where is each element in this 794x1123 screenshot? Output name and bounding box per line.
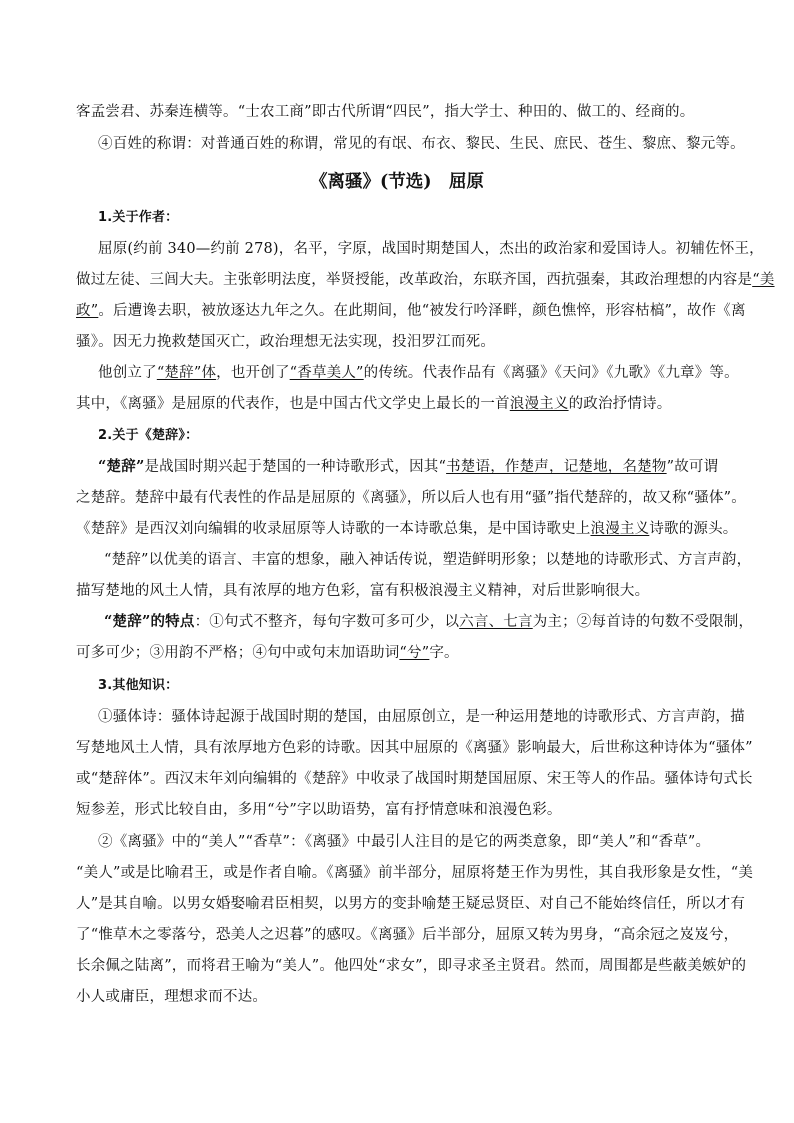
chuci-line-2: 之楚辞。楚辞中最有代表性的作品是屈原的《离骚》，所以后人也有用“骚”指代楚辞的，故又称“骚体”。 [76,490,746,506]
chuci-line-1: “楚辞”是战国时期兴起于楚国的一种诗歌形式，因其“书楚语，作楚声，记楚地，名楚物”故可谓 [98,458,719,475]
other-line-8: 了“惟草木之零落兮，恐美人之迟暮”的感叹。《离骚》后半部分，屈原又转为男身，“高余冠之岌岌兮， [76,927,739,943]
underlined-term: “兮” [399,645,430,661]
chuci-line-3: 《楚辞》是西汉刘向编辑的收录屈原等人诗歌的一本诗歌总集，是中国诗歌史上浪漫主义诗歌的源头。 [76,521,738,537]
author-line-4: 骚》。因无力挽救楚国灭亡，政治理想无法实现，投汨罗江而死。 [76,334,496,350]
author-line-2: 做过左徒、三闾大夫。主张彰明法度，举贤授能，改革政治，东联齐国，西抗强秦，其政治理想的内容是“美 [76,272,775,288]
underlined-term: 浪漫主义 [590,521,650,537]
author-line-5: 他创立了“楚辞”体，也开创了“香草美人”的传统。代表作品有《离骚》《天问》《九歌》《九章》等。 [98,365,739,381]
author-line-1: 屈原(约前 340—约前 278)，名平，字原，战国时期楚国人，杰出的政治家和爱国诗人。初辅佐怀王， [98,241,764,257]
underlined-term: 六言、七言 [459,614,533,630]
other-line-5: ②《离骚》中的“美人”“香草”：《离骚》中最引人注目的是它的两类意象，即“美人”和“香草”。 [98,834,711,850]
underlined-term: “楚辞”体 [156,365,217,381]
underlined-term: 浪漫主义 [509,396,569,412]
intro-line-1: 客孟尝君、苏秦连横等。“士农工商”即古代所谓“四民”，指大学士、种田的、做工的、经商的。 [76,104,695,120]
chuci-line-6: “楚辞”的特点：①句式不整齐，每句字数可多可少，以六言、七言为主；②每首诗的句数不受限制， [104,613,754,630]
underlined-term: “香草美人” [289,365,364,381]
other-line-7: 人”是其自喻。以男女婚娶喻君臣相契，以男方的变卦喻楚王疑忌贤臣、对自己不能始终信任，所以才有 [76,896,746,912]
other-line-9: 长余佩之陆离”，而将君王喻为“美人”。他四处“求女”，即寻求圣主贤君。然而，周围都是些蔽美嫉妒的 [76,958,747,974]
other-line-1: ①骚体诗：骚体诗起源于战国时期的楚国，由屈原创立，是一种运用楚地的诗歌形式、方言声韵，描 [98,709,745,725]
chuci-line-5: 描写楚地的风土人情，具有浓厚的地方色彩，富有积极浪漫主义精神，对后世影响很大。 [76,583,650,599]
other-line-6: “美人”或是比喻君王，或是作者自喻。《离骚》前半部分，屈原将楚王作为男性，其自我形象是女性，“美 [76,865,754,881]
section-title: 《离骚》(节选) 屈原 [309,172,485,192]
heading-about-chuci: 2.关于《楚辞》： [98,428,199,443]
author-line-3: 政”。后遭谗去职，被放逐达九年之久。在此期间，他“被发行吟泽畔，颜色憔悴，形容枯槁”，故作《离 [76,303,746,319]
chuci-line-4: “楚辞”以优美的语言、丰富的想象，融入神话传说，塑造鲜明形象；以楚地的诗歌形式、方言声韵， [104,552,752,568]
author-line-6: 其中，《离骚》是屈原的代表作，也是中国古代文学史上最长的一首浪漫主义的政治抒情诗。 [76,396,672,412]
underlined-term: 政” [76,303,99,319]
underlined-term: “美 [752,272,775,288]
other-line-4: 短参差，形式比较自由，多用“兮”字以助语势，富有抒情意味和浪漫色彩。 [76,802,562,818]
underlined-term: 书楚语，作楚声，记楚地，名楚物 [446,459,667,475]
heading-about-author: 1.关于作者： [98,210,179,225]
other-line-10: 小人或庸臣，理想求而不达。 [76,989,268,1005]
other-line-2: 写楚地风土人情，具有浓厚地方色彩的诗歌。因其中屈原的《离骚》影响最大，后世称这种诗体为“骚体” [76,740,753,756]
heading-other-knowledge: 3.其他知识： [98,678,179,693]
intro-line-2: ④百姓的称谓：对普通百姓的称谓，常见的有氓、布衣、黎民、生民、庶民、苍生、黎庶、黎元等。 [98,136,745,152]
chuci-line-7: 可多可少；③用韵不严格；④句中或句末加语助词“兮”字。 [76,645,459,661]
other-line-3: 或“楚辞体”。西汉末年刘向编辑的《楚辞》中收录了战国时期楚国屈原、宋王等人的作品。骚体诗句式长 [76,771,753,787]
